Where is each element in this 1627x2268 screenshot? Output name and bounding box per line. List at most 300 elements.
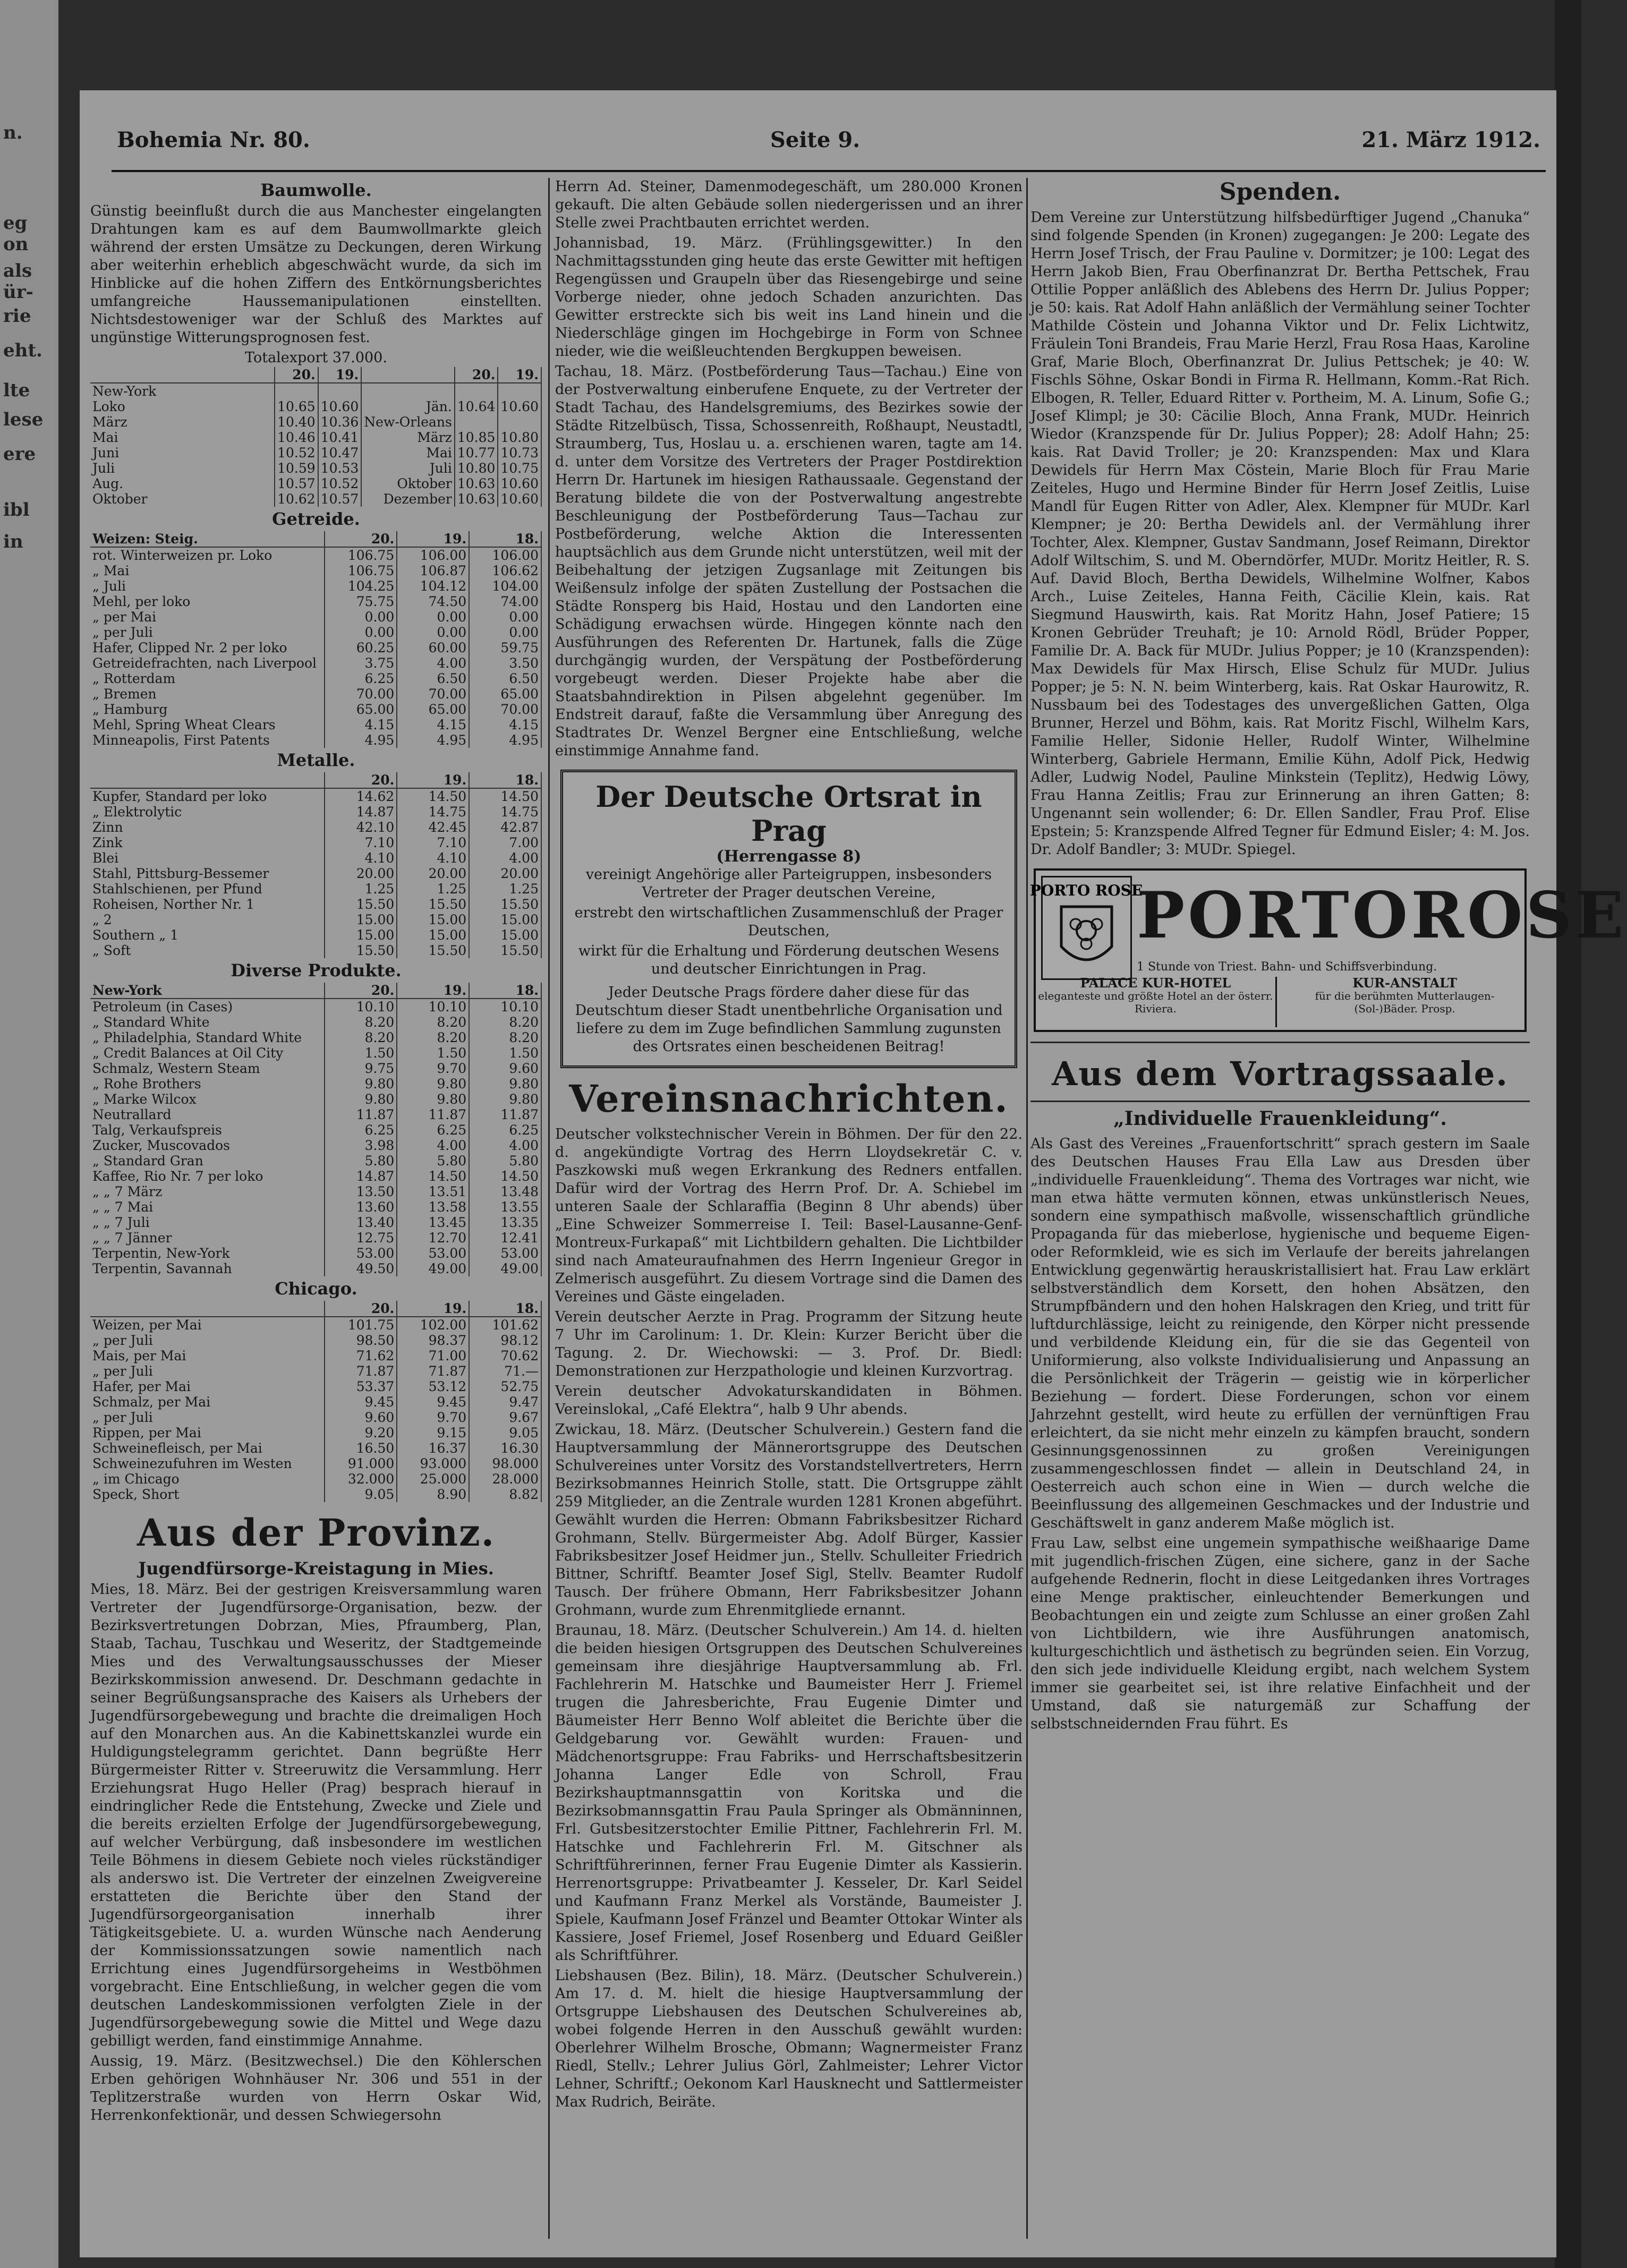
previous-page-edge — [0, 0, 58, 2268]
table-row — [90, 1169, 541, 1184]
table-cell: 10.57 — [275, 476, 318, 491]
table-cell: 11.87 — [469, 1107, 541, 1122]
portorose-kuranstalt — [1285, 977, 1524, 1015]
table-cell: Stahlschienen, per Pfund — [90, 881, 325, 897]
previous-page-fragment: on — [3, 234, 29, 255]
table-cell: 14.50 — [397, 1169, 469, 1184]
table-row — [90, 732, 541, 748]
table-cell: 28.000 — [469, 1471, 541, 1487]
table-cell: 10.85 — [455, 430, 498, 445]
table-header-cell — [361, 367, 455, 383]
table-header-row — [90, 772, 541, 788]
vereins-text: Deutscher volkstechnischer Verein in Böhmen. Der für den 22. d. angekündigte Vortrag des Herrn Lloydsekretär C. v. Paszkowski muß wegen Erkrankung des Redners entfallen. Dafür wird der Vortrag des Herrn Prof. Dr. A. Schiebel im unteren Saale der Schlaraffia (Beginn 8 Uhr abends) über „Eine Schweizer Sommerreise I. Teil: Basel-Lausanne-Genf-Montreux-Furkapaß“ mit Lichtbildern gehalten. Die Lichtbilder sind nach Amateuraufnahmen des Herrn Ingenieur Gregor in Zelmerisch ausgeführt. Zu diesem Vortrage sind die Damen des Vereines und Gäste eingeladen. — [555, 1126, 1023, 1305]
table-cell: 15.00 — [325, 912, 397, 927]
table-cell: 20.00 — [469, 866, 541, 881]
table-cell: 6.50 — [469, 671, 541, 686]
table-row — [90, 609, 541, 625]
table-cell: 4.10 — [325, 850, 397, 866]
table-cell: 6.50 — [397, 671, 469, 686]
table-cell: 14.50 — [397, 788, 469, 804]
table-cell: „ Marke Wilcox — [90, 1092, 325, 1107]
table-cell: Zinn — [90, 820, 325, 835]
table-row — [90, 897, 541, 912]
portorose-hotel — [1036, 977, 1277, 1027]
table-cell: 14.50 — [469, 788, 541, 804]
table-header-cell: 19. — [397, 772, 469, 788]
table-row — [90, 1440, 541, 1456]
table-row — [90, 1246, 541, 1261]
table-cell: New-York — [90, 383, 275, 399]
table-header-cell: 19. — [498, 367, 541, 383]
table-cell: 13.35 — [469, 1215, 541, 1230]
table-cell: „ „ 7 Jänner — [90, 1230, 325, 1246]
ortsrat-line: erstrebt den wirtschaftlichen Zusammenschluß der Prager Deutschen, — [574, 905, 1003, 939]
table-cell: 5.80 — [325, 1153, 397, 1169]
article-zwickau-text: Zwickau, 18. März. (Deutscher Schulverein.) Gestern fand die Hauptversammlung der Männerortsgruppe des Deutschen Schulvereines unter Vorsitz des Vorstandstellvertreters, Herrn Bezirksobmannes Heinrich Stolle, statt. Die Ortsgruppe zählt 259 Mitglieder, an die Zentrale wurden 1281 Kronen abgeführt. Gewählt wurden die Herren: Obmann Fabriksbesitzer Richard Grohmann, Stellv. Bürgermeister Abg. Adolf Bürger, Kassier Fabriksbesitzer Josef Heidmer jun., Stellv. Schulleiter Friedrich Bittner, Schriftf. Beamter Josef Sigl, Stellv. Beamter Rudolf Tausch. Der frühere Obmann, Herr Fabriksbesitzer Johann Grohmann, wurde zum Ehrenmitgliede ernannt. — [555, 1421, 1023, 1618]
table-cell: 5.80 — [469, 1153, 541, 1169]
table-header-cell: 19. — [318, 367, 362, 383]
table-row — [90, 1261, 541, 1276]
table-cell: 65.00 — [469, 686, 541, 702]
table-cell: 4.00 — [397, 1138, 469, 1153]
table-cell: 5.80 — [397, 1153, 469, 1169]
previous-page-fragment: in — [3, 531, 23, 552]
table-cell: 49.00 — [397, 1261, 469, 1276]
previous-page-fragment: lte — [3, 380, 30, 401]
table-row — [90, 547, 541, 563]
table-row — [90, 1410, 541, 1425]
table-cell: 20.00 — [397, 866, 469, 881]
table-cell: „ per Juli — [90, 625, 325, 640]
kuranstalt-text: für die berühmten Mutterlaugen-(Sol-)Bäder. Prosp. — [1315, 990, 1495, 1015]
portorose-advertisement — [1029, 868, 1627, 1032]
table-cell: 106.62 — [469, 563, 541, 578]
table-cell: 60.00 — [397, 640, 469, 655]
table-row — [90, 1107, 541, 1122]
ortsrat-notice-box — [560, 770, 1017, 1068]
grain-table — [90, 531, 542, 748]
table-cell: 49.50 — [325, 1261, 397, 1276]
table-cell: 15.50 — [325, 943, 397, 958]
table-cell: „ „ 7 März — [90, 1184, 325, 1199]
table-header-cell: 19. — [397, 1301, 469, 1317]
table-cell: 10.53 — [318, 461, 362, 476]
table-row — [90, 1014, 541, 1030]
table-cell: 9.05 — [469, 1425, 541, 1440]
table-cell: 8.20 — [325, 1014, 397, 1030]
table-cell: Oktober — [361, 476, 455, 491]
table-cell: 6.25 — [325, 1122, 397, 1138]
table-cell: 0.00 — [325, 625, 397, 640]
table-cell: „ Elektrolytic — [90, 804, 325, 820]
table-cell: 91.000 — [325, 1456, 397, 1471]
ortsrat-line: wirkt für die Erhaltung und Förderung deutschen Wesens und deutscher Einrichtungen in Prag. — [578, 943, 1000, 977]
table-cell: 8.20 — [325, 1030, 397, 1045]
table-header-row — [90, 983, 541, 999]
table-cell: 10.10 — [325, 999, 397, 1014]
table-header-cell: 20. — [325, 772, 397, 788]
table-row — [90, 1122, 541, 1138]
table-cell: 4.15 — [397, 717, 469, 732]
table-cell: Talg, Verkaufspreis — [90, 1122, 325, 1138]
table-cell: 13.51 — [397, 1184, 469, 1199]
hotel-text: eleganteste und größte Hotel an der österr. Riviera. — [1038, 990, 1273, 1015]
table-cell: „ per Juli — [90, 1333, 325, 1348]
table-cell: 106.75 — [325, 563, 397, 578]
table-cell: Minneapolis, First Patents — [90, 732, 325, 748]
table-cell: 10.10 — [397, 999, 469, 1014]
table-cell: „ Soft — [90, 943, 325, 958]
table-cell: 9.80 — [325, 1092, 397, 1107]
table-cell: Oktober — [90, 491, 275, 507]
rose-emblem-icon — [1029, 877, 1143, 978]
table-cell: Dezember — [361, 491, 455, 507]
table-cell: „ Credit Balances at Oil City — [90, 1045, 325, 1061]
table-cell: 6.25 — [469, 1122, 541, 1138]
previous-page-fragment: n. — [3, 122, 23, 143]
table-cell: 70.62 — [469, 1348, 541, 1363]
table-header-cell: 18. — [469, 983, 541, 999]
table-cell: 10.57 — [318, 491, 362, 507]
column-spenden-vortrag — [1029, 178, 1627, 2233]
table-header-cell: Weizen: Steig. — [90, 531, 325, 547]
section-title-metalle: Metalle. — [277, 750, 355, 770]
table-cell: 14.87 — [325, 804, 397, 820]
table-cell: 53.37 — [325, 1379, 397, 1394]
table-cell: 9.67 — [469, 1410, 541, 1425]
table-cell: 13.50 — [325, 1184, 397, 1199]
table-cell: 14.75 — [397, 804, 469, 820]
previous-page-fragment: ibl — [3, 499, 30, 521]
table-row — [90, 445, 541, 461]
table-cell: 106.75 — [325, 547, 397, 563]
table-header-cell — [90, 367, 275, 383]
table-cell: Jän. — [361, 399, 455, 414]
hotel-title: PALACE KUR-HOTEL — [1080, 975, 1231, 991]
vortrag-text: Frau Law, selbst eine ungemein sympathische weißhaarige Dame mit jugendlich-frischen Zügen, eine sichere, ganz in der Sache aufgehende Rednerin, flocht in diese Leitgedanken ihres Vortrages eine Menge praktischer, einleuchtender Bemerkungen und Beobachtungen ein und zeigte zum Schlusse an einer großen Zahl von Lichtbildern, wie ihre Ausführungen anatomisch, kulturgeschichtlich und ästhetisch zu begründen seien. Ein Vorzug, den sich jede individuelle Kleidung ergibt, nach welchem System immer sie gearbeitet sei, ist ihre relative Einfachheit und der Umstand, daß sie naturgemäß zur Schaffung der selbstschneidernden Frau führt. Es — [1030, 1535, 1530, 1732]
table-cell: 10.41 — [318, 430, 362, 445]
table-header-cell — [90, 1301, 325, 1317]
table-cell: 1.25 — [397, 881, 469, 897]
header-date: 21. März 1912. — [1361, 127, 1540, 152]
previous-page-fragment: ere — [3, 444, 36, 465]
table-cell: 13.60 — [325, 1199, 397, 1215]
table-row — [90, 1138, 541, 1153]
table-cell: 10.62 — [275, 491, 318, 507]
table-cell: 0.00 — [325, 609, 397, 625]
table-cell — [275, 383, 318, 399]
table-cell: 71.00 — [397, 1348, 469, 1363]
logo-text: PORTO ROSE — [1029, 882, 1143, 899]
portorose-brand: PORTOROSE — [1137, 878, 1627, 953]
table-cell: 53.00 — [397, 1246, 469, 1261]
article-title-jugend: Jugendfürsorge-Kreistagung in Mies. — [138, 1558, 494, 1579]
table-cell: Aug. — [90, 476, 275, 491]
table-cell: 15.00 — [469, 927, 541, 943]
table-row — [90, 686, 541, 702]
article-tachau-text: Tachau, 18. März. (Postbeförderung Taus—Tachau.) Eine von der Postverwaltung einberufene Enquete, zu der Vertreter der Stadt Tachau, des Handelsgremiums, des Bezirkes sowie der Städte Ritzelbüsch, Tissa, Schossenreith, Roßhaupt, Neustadtl, Straumberg, Tus, Hoslau u. a. erschienen waren, tagte am 14. d. unter dem Vorsitze des Vertreters der Prager Postdirektion Herrn Dr. Hartunek im hiesigen Rathaussaale. Gegenstand der Beratung bildete die von der Postverwaltung angestrebte Beschleunigung der Postbeförderung Taus—Tachau zur Postbeförderung, welche Aktion die Interessenten hauptsächlich aus dem Grunde nicht unterstützen, weil mit der Beibehaltung der jetzigen Zugsanlage mit Zeitungen bis Weißensulz infolge der späten Zustellung der Postsachen die Städte Ronsperg bis Haid, Hostau und den Landorten eine Schädigung erwachsen würde. Hingegen könnte nach den Ausführungen des Referenten Dr. Hartunek, falls die Züge durchgängig wurden, der Verspätung der Postbeförderung vorgebeugt werden. Dieser Projekte habe aber die Staatsbahndirektion in Pilsen abgelehnt gegenüber. Im Endstreit darauf, faßte die Versammlung über Anregung des Stadtrates Dr. Wenzel Bergner eine Entschließung, welche einstimmige Annahme fand. — [555, 363, 1023, 759]
table-cell: 13.40 — [325, 1215, 397, 1230]
table-row — [90, 912, 541, 927]
total-export: Totalexport 37.000. — [245, 349, 387, 366]
table-cell: Stahl, Pittsburg-Bessemer — [90, 866, 325, 881]
table-cell: Juli — [90, 461, 275, 476]
table-cell: 101.75 — [325, 1317, 397, 1333]
table-cell: Petroleum (in Cases) — [90, 999, 325, 1014]
baumwolle-text: Günstig beeinflußt durch die aus Manchester eingelangten Drahtungen kam es auf dem Baumwollmarkte gleich während der ersten Umsätze zu Deckungen, deren Wirkung aber weiterhin erheblich abgeschwächt wurde, da sich im Hinblicke auf die hohen Ziffern des Entkörnungsberichtes umfangreiche Haussemanipulationen einstellten. Nichtsdestoweniger war der Schluß des Marktes auf ungünstige Witterungsprognosen fest. — [90, 203, 542, 346]
table-cell: 10.64 — [455, 399, 498, 414]
table-cell: 104.25 — [325, 578, 397, 594]
table-cell: „ „ 7 Mai — [90, 1199, 325, 1215]
table-cell: „ im Chicago — [90, 1471, 325, 1487]
table-cell: 104.12 — [397, 578, 469, 594]
table-cell: 4.00 — [397, 655, 469, 671]
scan-background-right — [1555, 0, 1581, 2268]
table-row — [90, 927, 541, 943]
table-cell: 0.00 — [397, 625, 469, 640]
table-cell: 16.37 — [397, 1440, 469, 1456]
table-cell: 10.63 — [455, 476, 498, 491]
article-jugend-text: Mies, 18. März. Bei der gestrigen Kreisversammlung waren Vertreter der Jugendfürsorge-Organisation, bezw. der Bezirksvertretungen Dobrzan, Mies, Pfraumberg, Plan, Staab, Tachau, Tuschkau und Weseritz, der Stadtgemeinde Mies und des Verwaltungsausschusses der Mieser Bezirkskommission anwesend. Dr. Deschmann gedachte in seiner Begrüßungsansprache des Kaisers als Urhebers der Jugendfürsorgebewegung und brachte die dreimaligen Hoch auf den Monarchen aus. An die Kabinettskanzlei wurde ein Huldigungstelegramm gerichtet. Dann begrüßte Herr Bürgermeister Ritter v. Streeruwitz die Versammlung. Herr Erziehungsrat Hugo Heller (Prag) besprach hierauf in eindringlicher Rede die Entstehung, Zwecke und Ziele und die bereits erzielten Erfolge der Jugendfürsorgebewegung, auf welcher Verbürgung, daß insbesondere im westlichen Teile Böhmens in diesem Gebiete noch vieles rückständiger als anderswo ist. Die Vertreter der einzelnen Zweigvereine erstatteten die Berichte über den Stand der Jugendfürsorgeorganisation innerhalb ihrer Tätigkeitsgebiete. U. a. wurden Wünsche nach Aenderung der Kommissionssatzungen sowie namentlich nach Errichtung eines Jugendfürsorgeheims in Westböhmen vorgebracht. Eine Entschließung, in welcher gegen die vom deutschen Landeskommissionen verfolgten Ziele in der Jugendfürsorgebewegung sowie die Mittel und Wege dazu gebilligt werden, fand einstimmige Annahme. — [90, 1581, 542, 2049]
table-cell: 10.60 — [498, 491, 541, 507]
table-cell: 10.59 — [275, 461, 318, 476]
table-cell: Kaffee, Rio Nr. 7 per loko — [90, 1169, 325, 1184]
table-row — [90, 491, 541, 507]
table-cell: 106.87 — [397, 563, 469, 578]
table-cell: 98.50 — [325, 1333, 397, 1348]
table-row — [90, 702, 541, 717]
table-cell: 3.98 — [325, 1138, 397, 1153]
table-cell: 9.80 — [397, 1092, 469, 1107]
table-cell: 65.00 — [325, 702, 397, 717]
table-cell — [455, 383, 498, 399]
table-cell: 4.15 — [325, 717, 397, 732]
header-rule — [112, 170, 1546, 172]
column-local-news — [555, 178, 1023, 2233]
table-cell: „ Standard White — [90, 1014, 325, 1030]
table-row — [90, 804, 541, 820]
table-cell: 0.00 — [397, 609, 469, 625]
table-cell: 9.05 — [325, 1487, 397, 1502]
table-cell: 20.00 — [325, 866, 397, 881]
previous-page-fragment: als — [3, 260, 32, 282]
cotton-table — [90, 367, 542, 507]
table-cell: 7.00 — [469, 835, 541, 850]
table-cell: 9.47 — [469, 1394, 541, 1410]
table-cell: „ Juli — [90, 578, 325, 594]
table-header-cell: 20. — [455, 367, 498, 383]
table-row — [90, 820, 541, 835]
table-cell: 53.12 — [397, 1379, 469, 1394]
table-row — [90, 850, 541, 866]
table-cell: „ Philadelphia, Standard White — [90, 1030, 325, 1045]
table-cell: 1.25 — [325, 881, 397, 897]
table-cell — [498, 414, 541, 430]
portorose-logo — [1029, 876, 1143, 980]
table-cell: Juni — [90, 445, 275, 461]
table-cell: 7.10 — [397, 835, 469, 850]
previous-page-fragment: rie — [3, 305, 31, 327]
table-cell: 71.87 — [397, 1363, 469, 1379]
table-header-cell: New-York — [90, 983, 325, 999]
table-row — [90, 476, 541, 491]
table-row — [90, 1379, 541, 1394]
table-cell: Schmalz, per Mai — [90, 1394, 325, 1410]
table-row — [90, 1153, 541, 1169]
table-cell: März — [361, 430, 455, 445]
table-cell: 9.60 — [325, 1410, 397, 1425]
table-cell: Mai — [90, 430, 275, 445]
table-cell: Getreidefrachten, nach Liverpool — [90, 655, 325, 671]
table-cell: 93.000 — [397, 1456, 469, 1471]
vereins-text: Verein deutscher Aerzte in Prag. Programm der Sitzung heute 7 Uhr im Carolinum: 1. Dr. Klein: Kurzer Bericht über die Tagung. 2. Dr. Wiechowski: — 3. Prof. Dr. Biedl: Demonstrationen zur Herzpathologie und kleinen Kurzvortrag. — [555, 1309, 1023, 1379]
table-row — [90, 1456, 541, 1471]
table-cell: 13.58 — [397, 1199, 469, 1215]
column-markets — [90, 178, 542, 2233]
table-cell: 15.50 — [469, 943, 541, 958]
table-cell: 98.12 — [469, 1333, 541, 1348]
table-cell: Kupfer, Standard per loko — [90, 788, 325, 804]
table-row — [90, 835, 541, 850]
section-title-baumwolle: Baumwolle. — [260, 180, 372, 200]
table-cell: 11.87 — [325, 1107, 397, 1122]
table-row — [90, 1471, 541, 1487]
table-cell: 10.52 — [275, 445, 318, 461]
table-cell: 11.87 — [397, 1107, 469, 1122]
table-cell: 10.65 — [275, 399, 318, 414]
table-cell: 9.75 — [325, 1061, 397, 1076]
table-cell: 6.25 — [397, 1122, 469, 1138]
table-cell: 1.25 — [469, 881, 541, 897]
table-cell: 106.00 — [469, 547, 541, 563]
table-cell: 25.000 — [397, 1471, 469, 1487]
table-row — [90, 1394, 541, 1410]
divider — [1030, 1042, 1530, 1043]
table-cell: 10.36 — [318, 414, 362, 430]
spenden-text: Dem Vereine zur Unterstützung hilfsbedürftiger Jugend „Chanuka“ sind folgende Spenden (in Kronen) zugegangen: Je 200: Legate des Herrn Josef Trisch, der Frau Pauline v. Dormitzer; je 100: Legat des Herrn Jakob Bien, Frau Oberfinanzrat Dr. Bertha Pettschek, Frau Ottilie Popper anläßlich des Ablebens des Herrn Dr. Julius Popper; je 50: kais. Rat Adolf Hahn anläßlich der Vermählung seiner Tochter Mathilde Cöstein und Johanna Viktor und Dr. Felix Lichtwitz, Fräulein Toni Brandeis, Frau Marie Herzl, Frau Rosa Haas, Karoline Graf, Marie Bloch, Oberfinanzrat Dr. Julius Pettschek; je 40: W. Fischls Söhne, Oskar Bondi in Firma R. Hellmann, Komm.-Rat Rich. Elbogen, R. Teller, Eduard Ritter v. Portheim, M. A. Linum, Sofie G.; Josef Klimpl; je 30: Cäcilie Bloch, Anna Frank, MUDr. Heinrich Wiedor (Kranzspende für Dr. Julius Popper); 28: Adolf Hahn; 25: kais. Rat David Troller; je 20: Kranzspenden: Max und Klara Dewidels für Herrn Max Cöstein, Marie Bloch für Frau Marie Zeiteles, Hugo und Hermine Binder für Herrn Josef Zeitlis, Luise Mandl für Eugen Ritter von Adler, Alex. Klempner für MUDr. Karl Klempner; je 20: Bertha Dewidels anl. der Vermählung ihrer Tochter, Alex. Klempner, Gustav Sandmann, Josef Reimann, Direktor Adolf Wiltschim, S. und M. Oberndörfer, MUDr. Moritz Heitler, R. S. Auf. David Bloch, Bertha Dewidels, Wilhelmine Wolfner, Kabos Arch., Luise Zeiteles, Hanna Feith, Cäcilie Klein, kais. Rat Siegmund Hauswirth, kais. Rat Moritz Hahn, Josef Patiere; 15 Kronen Gebrüder Treuhaft; je 10: Arnold Rödl, Brüder Popper, Familie Dr. A. Back für MUDr. Julius Popper; je 10 (Kranzspenden): Max Dewidels für Max Hirsch, Elise Schulz für MUDr. Julius Popper; je 5: N. N. beim Winterberg, kais. Rat Oskar Haurowitz, R. Nussbaum bei des Todestages des unvergeßlichen Gatten, Olga Brunner, Herzel und Böhm, kais. Rat Moritz Fischl, Wilhelm Kars, Familie Heller, Sidonie Heller, Rudolf Winter, Wilhelmine Winterberg, Gabriele Hermann, Emilie Kühn, Adolf Pick, Hedwig Adler, Ludwig Nodel, Pauline Minkstein (Teplitz), Hedwig Löwy, Frau Hanna Zeitlis; Frau zur Erinnerung an ihren Gatten; 8: Ungenannt sein wollender; 6: Dr. Ellen Sandler, Frau Prof. Elise Epstein; 5: Kranzspende Alfred Tegner für Edmund Eisler; 4: M. Jos. Dr. Adolf Bandler; 3: MUDr. Spiegel. — [1030, 209, 1530, 858]
table-cell: 8.20 — [469, 1030, 541, 1045]
table-header-cell: 20. — [325, 983, 397, 999]
headline-vereinsnachrichten: Vereinsnachrichten. — [569, 1077, 1009, 1121]
table-cell: 49.00 — [469, 1261, 541, 1276]
table-cell: 10.63 — [455, 491, 498, 507]
table-cell: 9.20 — [325, 1425, 397, 1440]
table-cell: „ per Juli — [90, 1363, 325, 1379]
table-cell: 3.50 — [469, 655, 541, 671]
table-header-cell: 20. — [325, 531, 397, 547]
table-cell: Blei — [90, 850, 325, 866]
table-row — [90, 578, 541, 594]
table-cell: Weizen, per Mai — [90, 1317, 325, 1333]
table-cell: 0.00 — [469, 625, 541, 640]
table-cell: „ 2 — [90, 912, 325, 927]
table-cell: 9.70 — [397, 1410, 469, 1425]
header-issue: Bohemia Nr. 80. — [117, 127, 310, 152]
table-row — [90, 881, 541, 897]
table-cell: 15.00 — [325, 927, 397, 943]
table-cell: Schmalz, Western Steam — [90, 1061, 325, 1076]
metal-table — [90, 772, 542, 958]
table-cell: Zucker, Muscovados — [90, 1138, 325, 1153]
table-cell: „ per Juli — [90, 1410, 325, 1425]
table-cell: 15.50 — [325, 897, 397, 912]
table-row — [90, 671, 541, 686]
table-cell: 52.75 — [469, 1379, 541, 1394]
previous-page-fragment: eg — [3, 212, 28, 234]
table-cell: „ Standard Gran — [90, 1153, 325, 1169]
section-title-diverse: Diverse Produkte. — [231, 960, 402, 980]
column-rule — [1026, 178, 1028, 2239]
table-cell: 65.00 — [397, 702, 469, 717]
table-row — [90, 999, 541, 1014]
table-cell: „ Hamburg — [90, 702, 325, 717]
table-header-row — [90, 1301, 541, 1317]
table-cell: 12.70 — [397, 1230, 469, 1246]
table-cell: 8.20 — [469, 1014, 541, 1030]
table-cell: rot. Winterweizen pr. Loko — [90, 547, 325, 563]
table-cell: 15.50 — [397, 943, 469, 958]
table-row — [90, 1030, 541, 1045]
table-cell: 8.82 — [469, 1487, 541, 1502]
table-cell: 1.50 — [325, 1045, 397, 1061]
table-cell: Juli — [361, 461, 455, 476]
table-cell: 74.00 — [469, 594, 541, 609]
table-cell: 4.95 — [325, 732, 397, 748]
table-row — [90, 414, 541, 430]
table-cell: Speck, Short — [90, 1487, 325, 1502]
table-cell: 4.95 — [397, 732, 469, 748]
headline-provinz: Aus der Provinz. — [137, 1511, 496, 1555]
table-cell: 74.50 — [397, 594, 469, 609]
table-cell: 14.50 — [469, 1169, 541, 1184]
table-cell: 4.00 — [469, 1138, 541, 1153]
table-cell: 10.80 — [498, 430, 541, 445]
table-cell: März — [90, 414, 275, 430]
section-title-getreide: Getreide. — [272, 509, 360, 529]
table-cell: 15.50 — [469, 897, 541, 912]
table-cell: Mehl, per loko — [90, 594, 325, 609]
table-row — [90, 1333, 541, 1348]
table-row — [90, 866, 541, 881]
table-cell: 42.87 — [469, 820, 541, 835]
table-cell: 10.60 — [318, 399, 362, 414]
table-cell: 70.00 — [325, 686, 397, 702]
table-cell: 4.95 — [469, 732, 541, 748]
table-row — [90, 1076, 541, 1092]
table-cell: „ per Mai — [90, 609, 325, 625]
chicago-table — [90, 1301, 542, 1502]
table-row — [90, 430, 541, 445]
table-header-cell: 18. — [469, 1301, 541, 1317]
table-row — [90, 655, 541, 671]
table-cell: 59.75 — [469, 640, 541, 655]
table-cell: 15.00 — [469, 912, 541, 927]
table-row — [90, 788, 541, 804]
ortsrat-line: vereinigt Angehörige aller Parteigruppen, insbesonders Vertreter der Prager deutschen Vereine, — [585, 866, 992, 901]
vereins-text: Verein deutscher Advokaturskandidaten in Böhmen. Vereinslokal, „Café Elektra“, halb 9 Uhr abends. — [555, 1383, 1023, 1418]
table-cell: Rippen, per Mai — [90, 1425, 325, 1440]
table-header-cell: 18. — [469, 531, 541, 547]
table-cell: 15.00 — [397, 927, 469, 943]
table-cell: Mehl, Spring Wheat Clears — [90, 717, 325, 732]
article-title-frauenkleidung: „Individuelle Frauenkleidung“. — [1113, 1107, 1447, 1130]
table-cell — [361, 383, 455, 399]
headline-vortragssaale: Aus dem Vortragssaale. — [1052, 1054, 1509, 1093]
table-cell: 98.37 — [397, 1333, 469, 1348]
table-cell: Mais, per Mai — [90, 1348, 325, 1363]
table-cell — [455, 414, 498, 430]
table-cell: 14.75 — [469, 804, 541, 820]
